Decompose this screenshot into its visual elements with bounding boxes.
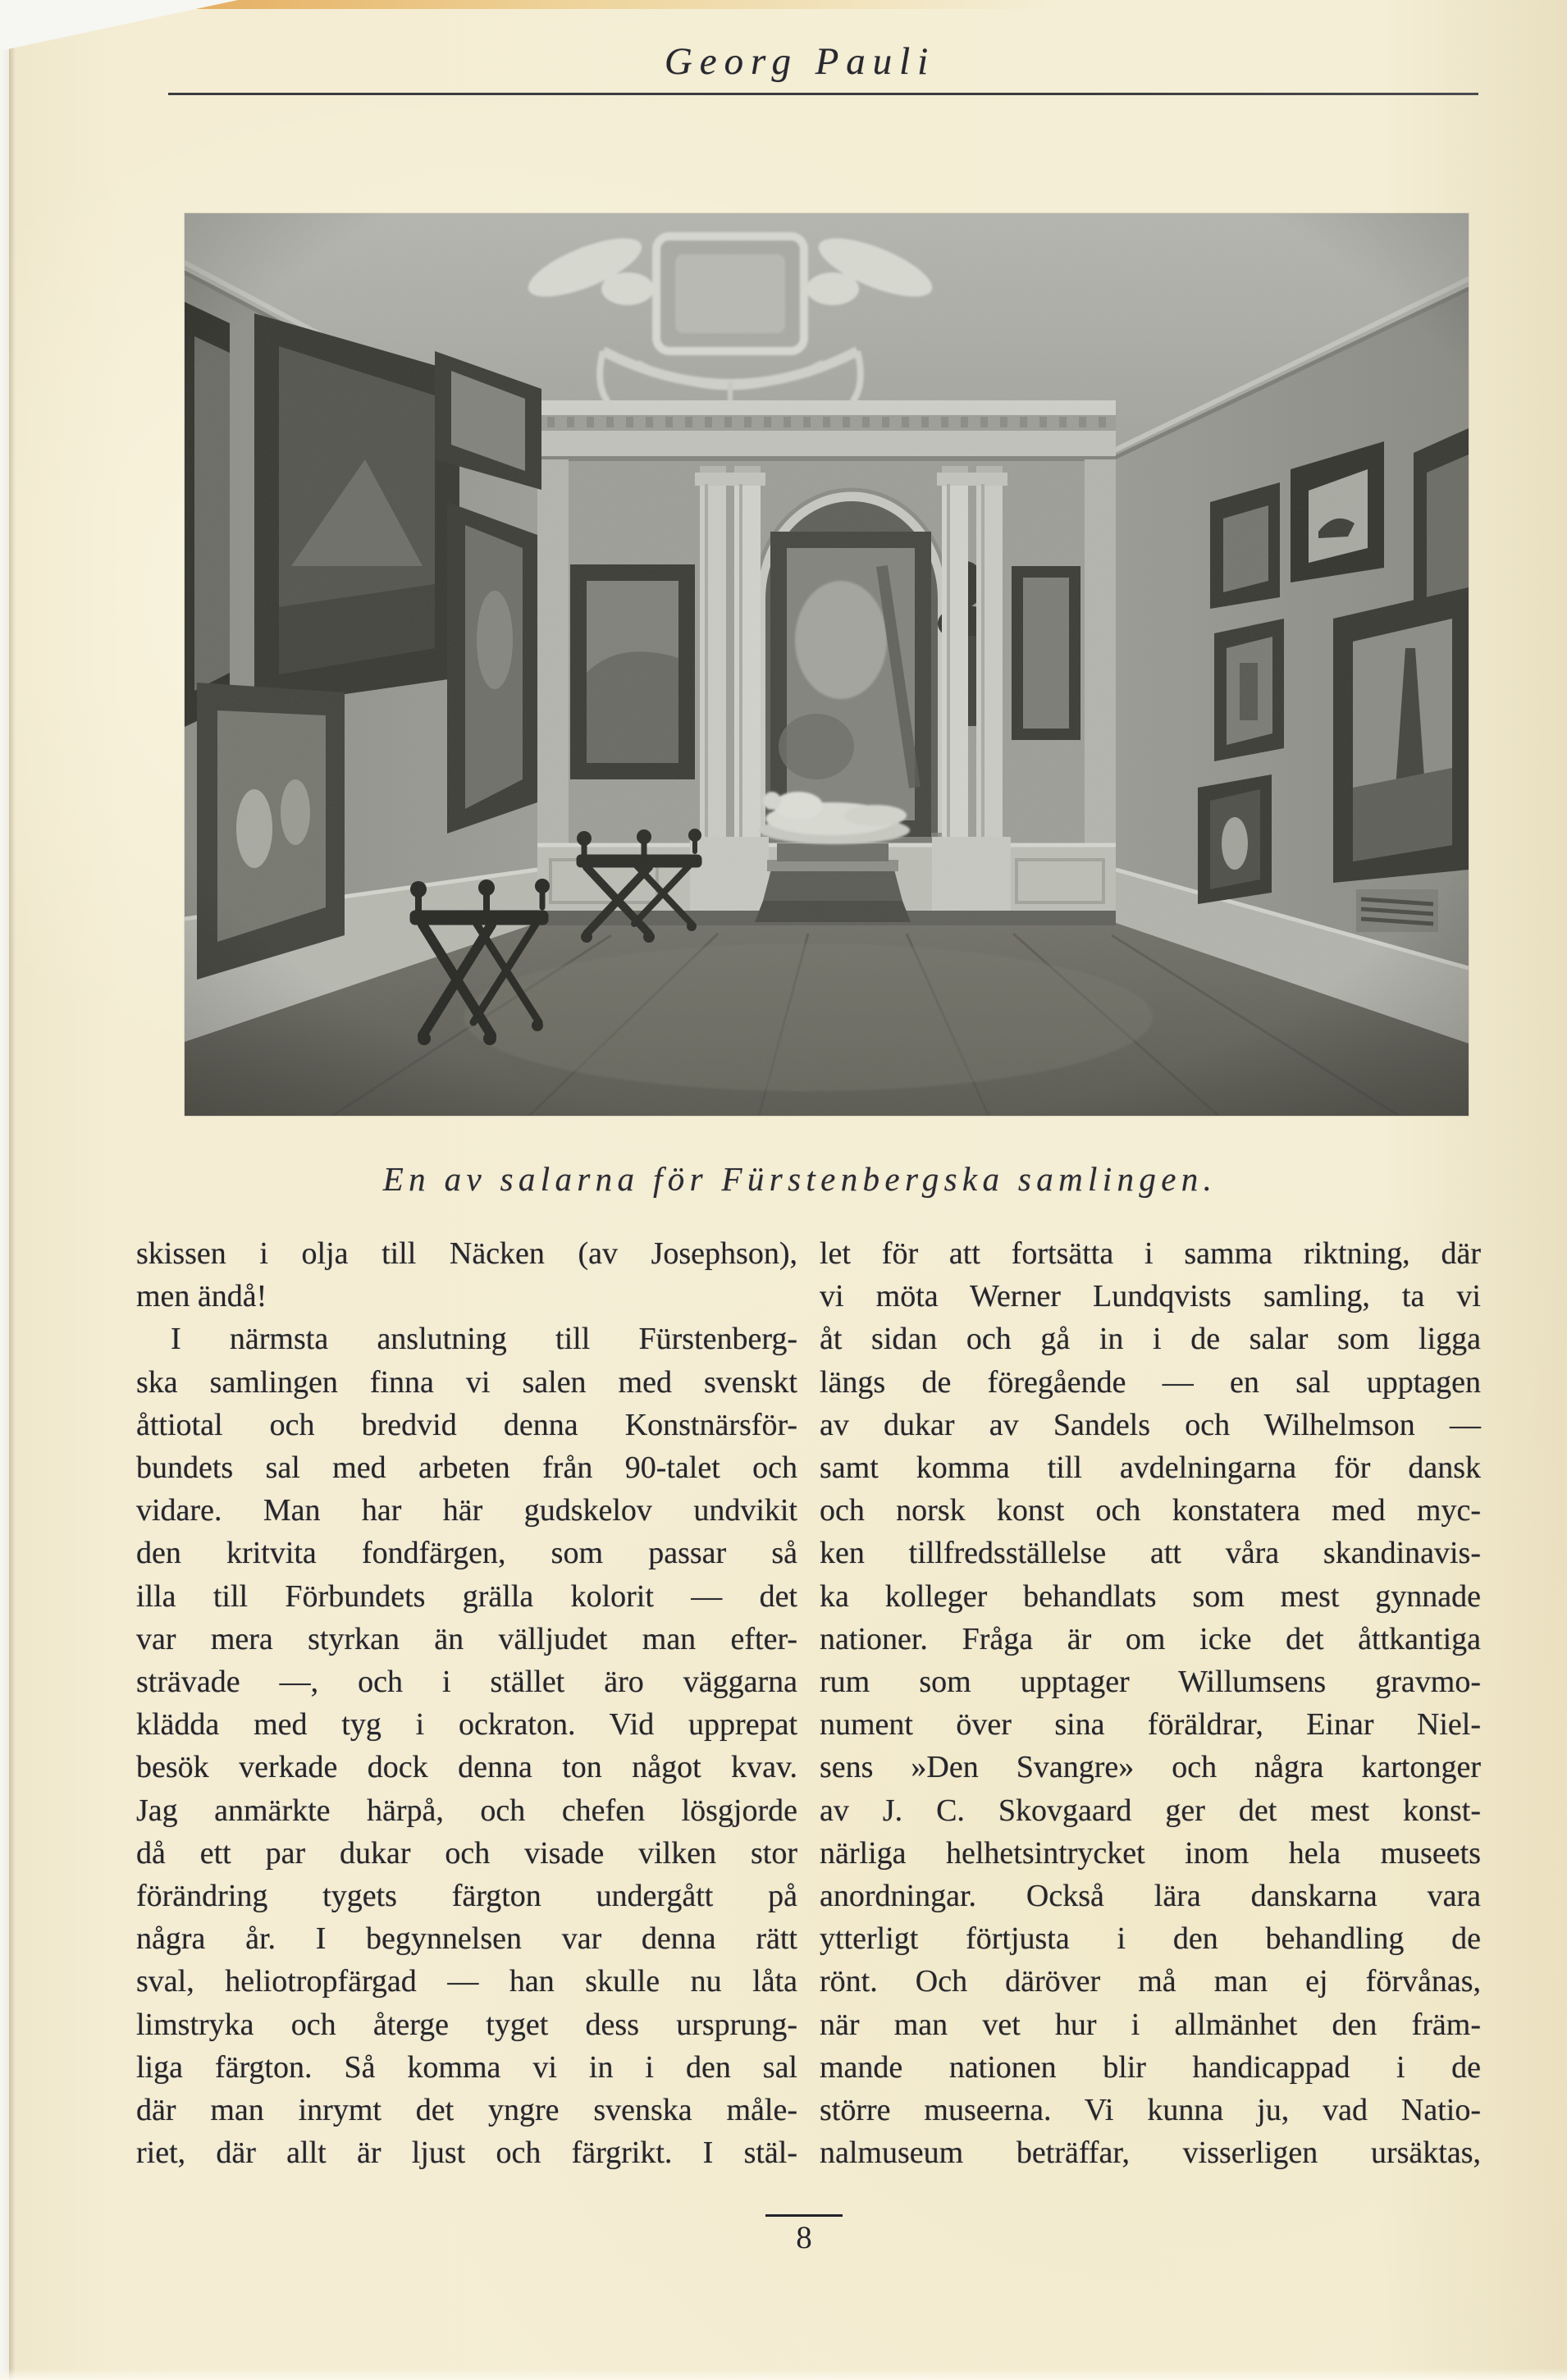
text-line: rum som upptager Willumsens gravmo- bbox=[820, 1665, 1481, 1700]
text-line: ytterligt förtjusta i den behandling de bbox=[820, 1921, 1481, 1957]
text-line: nument över sina föräldrar, Einar Niel- bbox=[820, 1707, 1481, 1743]
text-line: strävade —, och i stället äro väggarna bbox=[136, 1665, 797, 1700]
text-line: närliga helhetsintrycket inom hela museets bbox=[820, 1835, 1481, 1871]
text-line: skissen i olja till Näcken (av Josephson), bbox=[136, 1236, 797, 1271]
text-line: liga färgton. Så komma vi in i den sal bbox=[136, 2049, 797, 2085]
text-line: rönt. Och däröver må man ej förvånas, bbox=[820, 1964, 1481, 1999]
text-line: limstryka och återge tyget dess ursprung- bbox=[136, 2007, 797, 2042]
page-number-rule bbox=[765, 2214, 843, 2217]
text-line: men ändå! bbox=[136, 1279, 267, 1314]
text-line: några år. I begynnelsen var denna rätt bbox=[136, 1921, 797, 1957]
text-line: I närmsta anslutning till Fürstenberg- bbox=[171, 1322, 797, 1357]
gallery-photo bbox=[185, 213, 1469, 1116]
text-line: var mera styrkan än välljudet man efter- bbox=[136, 1621, 797, 1656]
text-line: ska samlingen finna vi salen med svenskt bbox=[136, 1364, 797, 1400]
text-column-right bbox=[820, 1232, 1481, 2174]
photo-grain bbox=[185, 213, 1469, 1116]
text-line: och norsk konst och konstatera med myc- bbox=[820, 1493, 1481, 1528]
page-number: 8 bbox=[796, 2220, 812, 2255]
text-line: längs de föregående — en sal upptagen bbox=[820, 1364, 1481, 1400]
text-line: mande nationen blir handicappad i de bbox=[820, 2049, 1481, 2085]
text-line: sval, heliotropfärgad — han skulle nu låta bbox=[136, 1964, 797, 1999]
text-line: let för att fortsätta i samma riktning, där bbox=[820, 1236, 1481, 1271]
text-line: riet, där allt är ljust och färgrikt. I stäl- bbox=[136, 2136, 797, 2171]
gallery-photo-art bbox=[185, 213, 1469, 1116]
text-line: när man vet hur i allmänhet den främ- bbox=[820, 2007, 1481, 2042]
text-line: större museerna. Vi kunna ju, vad Natio- bbox=[820, 2093, 1481, 2128]
page-left-edge bbox=[0, 0, 9, 2380]
text-line: av J. C. Skovgaard ger det mest konst- bbox=[820, 1793, 1481, 1828]
text-line: åttiotal och bredvid denna Konstnärsför- bbox=[136, 1407, 797, 1442]
text-line: åt sidan och gå in i de salar som ligga bbox=[820, 1322, 1481, 1357]
text-line: nalmuseum beträffar, visserligen ursäktas, bbox=[820, 2136, 1481, 2171]
text-line: samt komma till avdelningarna för dansk bbox=[820, 1450, 1481, 1486]
text-line: sens »Den Svangre» och några kartonger bbox=[820, 1750, 1481, 1785]
page-bottom-edge bbox=[0, 2369, 1567, 2380]
text-line: ken tillfredsställelse att våra skandinavis- bbox=[820, 1536, 1481, 1571]
photo-caption: En av salarna för Fürstenbergska samlingen. bbox=[382, 1160, 1218, 1198]
header-rule bbox=[168, 93, 1478, 95]
text-line: den kritvita fondfärgen, som passar så bbox=[136, 1536, 797, 1571]
text-column-left bbox=[136, 1232, 797, 2174]
text-line: bundets sal med arbeten från 90-talet och bbox=[136, 1450, 797, 1486]
text-line: Jag anmärkte härpå, och chefen lösgjorde bbox=[136, 1793, 797, 1828]
page-edge-shadow bbox=[9, 0, 16, 2380]
text-line: förändring tygets färgton undergått på bbox=[136, 1879, 797, 1914]
text-line: besök verkade dock denna ton något kvav. bbox=[136, 1750, 797, 1785]
text-line: vi möta Werner Lundqvists samling, ta vi bbox=[820, 1279, 1481, 1314]
text-line: där man inrymt det yngre svenska måle- bbox=[136, 2093, 797, 2128]
text-line: nationer. Fråga är om icke det åttkantiga bbox=[820, 1621, 1481, 1656]
text-line: av dukar av Sandels och Wilhelmson — bbox=[820, 1407, 1481, 1442]
text-line: anordningar. Också lära danskarna vara bbox=[820, 1879, 1481, 1914]
text-line: då ett par dukar och visade vilken stor bbox=[136, 1835, 797, 1871]
text-line: vidare. Man har här gudskelov undvikit bbox=[136, 1493, 797, 1528]
text-line: ka kolleger behandlats som mest gynnade bbox=[820, 1578, 1481, 1614]
page-title: Georg Pauli bbox=[664, 40, 936, 83]
text-line: illa till Förbundets grälla kolorit — det bbox=[136, 1578, 797, 1614]
text-line: klädda med tyg i ockraton. Vid upprepat bbox=[136, 1707, 797, 1743]
